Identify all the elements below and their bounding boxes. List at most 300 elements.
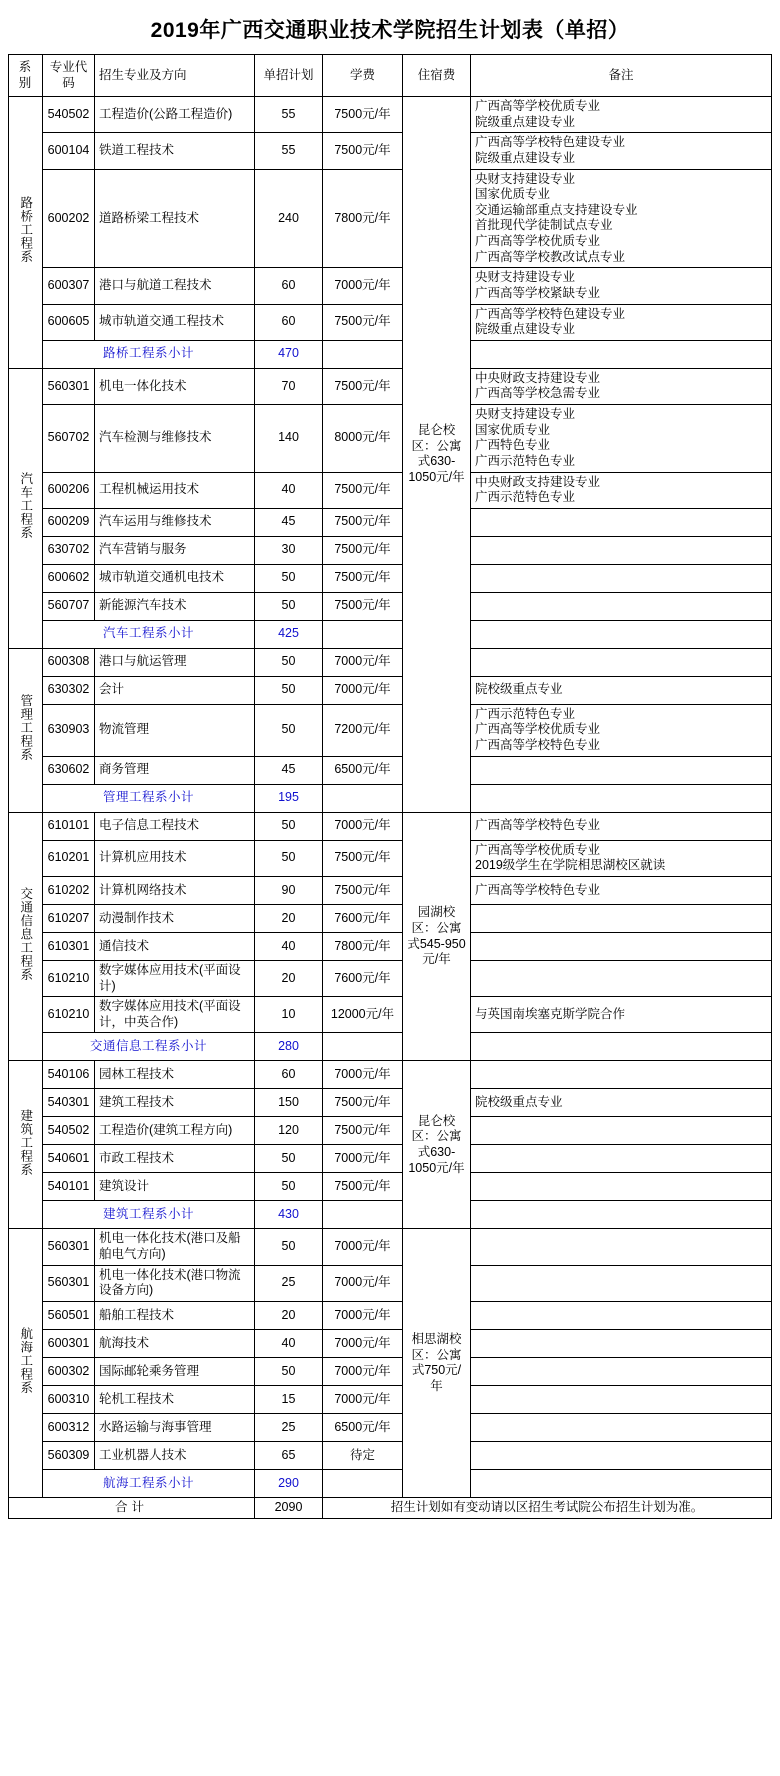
major-name-cell: 国际邮轮乘务管理 <box>95 1357 255 1385</box>
major-code-cell: 600602 <box>43 564 95 592</box>
note-line: 院校级重点专业 <box>475 682 563 697</box>
note-cell <box>471 508 772 536</box>
table-row <box>9 536 772 564</box>
note-line: 广西示范特色专业 <box>475 453 576 468</box>
subtotal-value: 470 <box>255 340 323 368</box>
quota-cell: 240 <box>255 169 323 268</box>
note-cell <box>471 1229 772 1265</box>
note-line: 院级重点建设专业 <box>475 322 576 337</box>
major-code-cell: 610301 <box>43 932 95 960</box>
quota-cell: 25 <box>255 1265 323 1301</box>
subtotal-row <box>9 1469 772 1497</box>
major-code-cell: 540502 <box>43 97 95 133</box>
note-cell <box>471 1061 772 1089</box>
major-code-cell: 560707 <box>43 592 95 620</box>
quota-cell: 60 <box>255 268 323 304</box>
table-row <box>9 676 772 704</box>
tuition-cell: 待定 <box>323 1441 403 1469</box>
dept-name-cell <box>9 1061 43 1229</box>
tuition-cell: 7500元/年 <box>323 840 403 876</box>
note-line: 央财支持建设专业 <box>475 171 576 186</box>
table-row <box>9 1061 772 1089</box>
quota-cell: 50 <box>255 1145 323 1173</box>
major-name-cell: 数字媒体应用技术(平面设计) <box>95 960 255 996</box>
tuition-cell: 7500元/年 <box>323 304 403 340</box>
quota-cell: 40 <box>255 472 323 508</box>
note-line: 院校级重点专业 <box>475 1095 563 1110</box>
dept-name-label: 航海工程系 <box>18 1327 33 1395</box>
quota-cell: 20 <box>255 1301 323 1329</box>
major-code-cell: 630903 <box>43 704 95 756</box>
table-header <box>9 55 772 97</box>
subtotal-note-blank <box>471 620 772 648</box>
table-row <box>9 1385 772 1413</box>
major-code-cell: 560501 <box>43 1301 95 1329</box>
note-cell <box>471 648 772 676</box>
tuition-cell: 8000元/年 <box>323 405 403 473</box>
subtotal-tuition-blank <box>323 340 403 368</box>
table-row <box>9 904 772 932</box>
tuition-cell: 7500元/年 <box>323 876 403 904</box>
major-code-cell: 610207 <box>43 904 95 932</box>
quota-cell: 140 <box>255 405 323 473</box>
major-code-cell: 600310 <box>43 1385 95 1413</box>
major-code-cell: 600202 <box>43 169 95 268</box>
note-cell <box>471 133 772 169</box>
major-name-cell: 工程机械运用技术 <box>95 472 255 508</box>
table-row <box>9 1089 772 1117</box>
major-name-cell: 建筑工程技术 <box>95 1089 255 1117</box>
note-line: 广西高等学校特色建设专业 <box>475 306 626 321</box>
subtotal-label: 航海工程系小计 <box>43 1469 255 1497</box>
note-cell <box>471 1413 772 1441</box>
tuition-cell: 7000元/年 <box>323 1329 403 1357</box>
quota-cell: 40 <box>255 1329 323 1357</box>
table-row <box>9 648 772 676</box>
subtotal-label: 建筑工程系小计 <box>43 1201 255 1229</box>
quota-cell: 50 <box>255 648 323 676</box>
quota-cell: 45 <box>255 508 323 536</box>
table-row <box>9 812 772 840</box>
tuition-cell: 7000元/年 <box>323 812 403 840</box>
note-line: 广西高等学校急需专业 <box>475 386 601 401</box>
total-value: 2090 <box>255 1497 323 1518</box>
major-name-cell: 计算机网络技术 <box>95 876 255 904</box>
major-code-cell: 540301 <box>43 1089 95 1117</box>
note-cell <box>471 1441 772 1469</box>
note-cell <box>471 536 772 564</box>
dept-name-label: 建筑工程系 <box>18 1108 33 1177</box>
note-cell <box>471 1173 772 1201</box>
note-line: 2019级学生在学院相思湖校区就读 <box>475 858 666 873</box>
tuition-cell: 7500元/年 <box>323 133 403 169</box>
major-code-cell: 600605 <box>43 304 95 340</box>
major-name-cell: 道路桥梁工程技术 <box>95 169 255 268</box>
column-header-fee: 学费 <box>323 55 403 97</box>
table-row <box>9 472 772 508</box>
note-cell <box>471 704 772 756</box>
table-row <box>9 1413 772 1441</box>
major-name-cell: 港口与航道工程技术 <box>95 268 255 304</box>
major-name-cell: 园林工程技术 <box>95 1061 255 1089</box>
note-cell <box>471 812 772 840</box>
note-line: 广西特色专业 <box>475 438 551 453</box>
note-line: 与英国南埃塞克斯学院合作 <box>475 1006 626 1021</box>
major-code-cell: 630602 <box>43 756 95 784</box>
major-name-cell: 汽车营销与服务 <box>95 536 255 564</box>
note-cell <box>471 592 772 620</box>
major-name-cell: 工程造价(公路工程造价) <box>95 97 255 133</box>
quota-cell: 150 <box>255 1089 323 1117</box>
subtotal-label: 汽车工程系小计 <box>43 620 255 648</box>
note-line: 中央财政支持建设专业 <box>475 370 601 385</box>
subtotal-tuition-blank <box>323 1033 403 1061</box>
tuition-cell: 7000元/年 <box>323 1385 403 1413</box>
dept-name-cell <box>9 812 43 1061</box>
note-line: 央财支持建设专业 <box>475 270 576 285</box>
quota-cell: 50 <box>255 1229 323 1265</box>
subtotal-row <box>9 784 772 812</box>
dept-name-cell <box>9 648 43 812</box>
subtotal-value: 195 <box>255 784 323 812</box>
major-name-cell: 电子信息工程技术 <box>95 812 255 840</box>
major-name-cell: 港口与航运管理 <box>95 648 255 676</box>
column-header-quota: 单招计划 <box>255 55 323 97</box>
note-cell <box>471 405 772 473</box>
note-cell <box>471 1385 772 1413</box>
tuition-cell: 7600元/年 <box>323 960 403 996</box>
column-header-code: 专业代码 <box>43 55 95 97</box>
total-label: 合计 <box>9 1497 255 1518</box>
dept-name-cell <box>9 368 43 648</box>
tuition-cell: 7500元/年 <box>323 1089 403 1117</box>
dorm-fee-cell: 相思湖校区：公寓式750元/年 <box>403 1229 471 1498</box>
table-row <box>9 1301 772 1329</box>
major-code-cell: 600307 <box>43 268 95 304</box>
table-row <box>9 1173 772 1201</box>
quota-cell: 30 <box>255 536 323 564</box>
quota-cell: 50 <box>255 812 323 840</box>
note-line: 国家优质专业 <box>475 187 551 202</box>
note-cell <box>471 1329 772 1357</box>
subtotal-value: 425 <box>255 620 323 648</box>
major-name-cell: 水路运输与海事管理 <box>95 1413 255 1441</box>
note-line: 院级重点建设专业 <box>475 114 576 129</box>
note-line: 广西示范特色专业 <box>475 490 576 505</box>
note-line: 交通运输部重点支持建设专业 <box>475 202 638 217</box>
tuition-cell: 7000元/年 <box>323 1229 403 1265</box>
column-header-major: 招生专业及方向 <box>95 55 255 97</box>
subtotal-label: 路桥工程系小计 <box>43 340 255 368</box>
quota-cell: 50 <box>255 564 323 592</box>
note-cell <box>471 564 772 592</box>
quota-cell: 50 <box>255 1173 323 1201</box>
subtotal-tuition-blank <box>323 1469 403 1497</box>
note-cell <box>471 1117 772 1145</box>
note-line: 广西高等学校特色建设专业 <box>475 135 626 150</box>
table-row <box>9 840 772 876</box>
note-cell <box>471 840 772 876</box>
column-header-dept: 系别 <box>9 55 43 97</box>
quota-cell: 120 <box>255 1117 323 1145</box>
major-code-cell: 610202 <box>43 876 95 904</box>
tuition-cell: 7500元/年 <box>323 1173 403 1201</box>
major-code-cell: 600104 <box>43 133 95 169</box>
note-line: 首批现代学徒制试点专业 <box>475 218 613 233</box>
subtotal-value: 430 <box>255 1201 323 1229</box>
note-line: 广西高等学校优质专业 <box>475 99 601 113</box>
tuition-cell: 12000元/年 <box>323 997 403 1033</box>
major-name-cell: 机电一体化技术 <box>95 368 255 404</box>
note-cell <box>471 1301 772 1329</box>
note-line: 国家优质专业 <box>475 422 551 437</box>
major-name-cell: 建筑设计 <box>95 1173 255 1201</box>
major-name-cell: 汽车运用与维修技术 <box>95 508 255 536</box>
major-code-cell: 560702 <box>43 405 95 473</box>
tuition-cell: 7800元/年 <box>323 169 403 268</box>
quota-cell: 55 <box>255 97 323 133</box>
major-name-cell: 城市轨道交通工程技术 <box>95 304 255 340</box>
major-code-cell: 540106 <box>43 1061 95 1089</box>
tuition-cell: 7500元/年 <box>323 508 403 536</box>
tuition-cell: 7000元/年 <box>323 676 403 704</box>
major-code-cell: 610201 <box>43 840 95 876</box>
subtotal-tuition-blank <box>323 620 403 648</box>
quota-cell: 65 <box>255 1441 323 1469</box>
subtotal-row <box>9 1201 772 1229</box>
tuition-cell: 7000元/年 <box>323 1301 403 1329</box>
table-row <box>9 133 772 169</box>
major-name-cell: 新能源汽车技术 <box>95 592 255 620</box>
column-header-dorm: 住宿费 <box>403 55 471 97</box>
tuition-cell: 7500元/年 <box>323 472 403 508</box>
note-cell <box>471 904 772 932</box>
table-row <box>9 564 772 592</box>
major-name-cell: 航海技术 <box>95 1329 255 1357</box>
quota-cell: 50 <box>255 840 323 876</box>
note-cell <box>471 756 772 784</box>
note-line: 广西高等学校优质专业 <box>475 722 601 737</box>
dorm-fee-cell: 园湖校区：公寓式545-950元/年 <box>403 812 471 1061</box>
note-line: 广西高等学校优质专业 <box>475 234 601 248</box>
major-code-cell: 560301 <box>43 1229 95 1265</box>
table-row <box>9 997 772 1033</box>
major-name-cell: 会计 <box>95 676 255 704</box>
total-note: 招生计划如有变动请以区招生考试院公布招生计划为准。 <box>323 1497 772 1518</box>
dorm-fee-cell: 昆仑校区：公寓式630-1050元/年 <box>403 1061 471 1229</box>
quota-cell: 90 <box>255 876 323 904</box>
table-row <box>9 169 772 268</box>
subtotal-note-blank <box>471 1033 772 1061</box>
note-line: 央财支持建设专业 <box>475 407 576 421</box>
tuition-cell: 7500元/年 <box>323 1117 403 1145</box>
quota-cell: 10 <box>255 997 323 1033</box>
dept-name-label: 管理工程系 <box>18 694 33 762</box>
subtotal-value: 280 <box>255 1033 323 1061</box>
note-cell <box>471 472 772 508</box>
quota-cell: 50 <box>255 592 323 620</box>
major-name-cell: 物流管理 <box>95 704 255 756</box>
quota-cell: 25 <box>255 1413 323 1441</box>
note-line: 院级重点建设专业 <box>475 150 576 165</box>
major-code-cell: 560309 <box>43 1441 95 1469</box>
note-cell <box>471 304 772 340</box>
major-code-cell: 560301 <box>43 1265 95 1301</box>
note-cell <box>471 1089 772 1117</box>
quota-cell: 50 <box>255 676 323 704</box>
major-name-cell: 城市轨道交通机电技术 <box>95 564 255 592</box>
dept-name-label: 交通信息工程系 <box>18 886 33 982</box>
major-code-cell: 600312 <box>43 1413 95 1441</box>
tuition-cell: 6500元/年 <box>323 756 403 784</box>
major-name-cell: 机电一体化技术(港口物流设备方向) <box>95 1265 255 1301</box>
quota-cell: 20 <box>255 960 323 996</box>
major-name-cell: 计算机应用技术 <box>95 840 255 876</box>
note-cell <box>471 368 772 404</box>
tuition-cell: 7000元/年 <box>323 1265 403 1301</box>
quota-cell: 20 <box>255 904 323 932</box>
table-row <box>9 405 772 473</box>
table-row <box>9 1441 772 1469</box>
major-name-cell: 轮机工程技术 <box>95 1385 255 1413</box>
tuition-cell: 7600元/年 <box>323 904 403 932</box>
subtotal-note-blank <box>471 784 772 812</box>
table-row <box>9 932 772 960</box>
table-row <box>9 1329 772 1357</box>
subtotal-row <box>9 620 772 648</box>
quota-cell: 40 <box>255 932 323 960</box>
table-row <box>9 304 772 340</box>
major-code-cell: 630702 <box>43 536 95 564</box>
note-cell <box>471 997 772 1033</box>
dorm-fee-cell: 昆仑校区：公寓式630-1050元/年 <box>403 97 471 813</box>
tuition-cell: 7500元/年 <box>323 592 403 620</box>
table-row <box>9 1229 772 1265</box>
major-code-cell: 560301 <box>43 368 95 404</box>
tuition-cell: 7500元/年 <box>323 368 403 404</box>
tuition-cell: 7500元/年 <box>323 97 403 133</box>
note-line: 中央财政支持建设专业 <box>475 474 601 489</box>
major-name-cell: 机电一体化技术(港口及船舶电气方向) <box>95 1229 255 1265</box>
note-cell <box>471 1265 772 1301</box>
subtotal-note-blank <box>471 1469 772 1497</box>
admission-plan-table <box>8 54 772 1519</box>
major-name-cell: 铁道工程技术 <box>95 133 255 169</box>
major-code-cell: 610210 <box>43 960 95 996</box>
table-body <box>9 97 772 1519</box>
quota-cell: 70 <box>255 368 323 404</box>
major-name-cell: 动漫制作技术 <box>95 904 255 932</box>
quota-cell: 15 <box>255 1385 323 1413</box>
note-cell <box>471 960 772 996</box>
subtotal-value: 290 <box>255 1469 323 1497</box>
quota-cell: 50 <box>255 1357 323 1385</box>
subtotal-note-blank <box>471 340 772 368</box>
quota-cell: 55 <box>255 133 323 169</box>
major-code-cell: 540502 <box>43 1117 95 1145</box>
quota-cell: 60 <box>255 1061 323 1089</box>
total-row <box>9 1497 772 1518</box>
dept-name-label: 汽车工程系 <box>18 472 33 540</box>
table-row <box>9 704 772 756</box>
table-row <box>9 268 772 304</box>
major-name-cell: 工程造价(建筑工程方向) <box>95 1117 255 1145</box>
subtotal-note-blank <box>471 1201 772 1229</box>
table-row <box>9 1145 772 1173</box>
subtotal-tuition-blank <box>323 1201 403 1229</box>
table-row <box>9 368 772 404</box>
table-row <box>9 97 772 133</box>
major-code-cell: 630302 <box>43 676 95 704</box>
major-name-cell: 工业机器人技术 <box>95 1441 255 1469</box>
tuition-cell: 7000元/年 <box>323 1061 403 1089</box>
note-cell <box>471 932 772 960</box>
note-line: 广西高等学校特色专业 <box>475 818 601 833</box>
table-row <box>9 1265 772 1301</box>
tuition-cell: 7500元/年 <box>323 564 403 592</box>
page-title: 2019年广西交通职业技术学院招生计划表（单招） <box>150 19 630 42</box>
note-cell <box>471 97 772 133</box>
note-line: 广西高等学校紧缺专业 <box>475 285 601 300</box>
major-code-cell: 600301 <box>43 1329 95 1357</box>
major-code-cell: 600302 <box>43 1357 95 1385</box>
major-name-cell: 汽车检测与维修技术 <box>95 405 255 473</box>
dept-name-label: 路桥工程系 <box>18 196 33 264</box>
note-line: 广西高等学校特色专业 <box>475 738 601 752</box>
note-cell <box>471 268 772 304</box>
table-row <box>9 1357 772 1385</box>
tuition-cell: 7000元/年 <box>323 648 403 676</box>
quota-cell: 60 <box>255 304 323 340</box>
tuition-cell: 7000元/年 <box>323 268 403 304</box>
note-line: 广西高等学校优质专业 <box>475 842 601 857</box>
dept-name-cell <box>9 1229 43 1498</box>
note-line: 广西高等学校特色专业 <box>475 882 601 897</box>
note-cell <box>471 876 772 904</box>
major-code-cell: 600308 <box>43 648 95 676</box>
note-line: 广西高等学校教改试点专业 <box>475 249 626 264</box>
major-code-cell: 600206 <box>43 472 95 508</box>
major-code-cell: 610101 <box>43 812 95 840</box>
tuition-cell: 7800元/年 <box>323 932 403 960</box>
column-header-note: 备注 <box>471 55 772 97</box>
major-name-cell: 数字媒体应用技术(平面设计，中英合作) <box>95 997 255 1033</box>
table-row <box>9 592 772 620</box>
major-name-cell: 商务管理 <box>95 756 255 784</box>
dept-name-cell <box>9 97 43 369</box>
major-name-cell: 通信技术 <box>95 932 255 960</box>
tuition-cell: 7200元/年 <box>323 704 403 756</box>
table-row <box>9 756 772 784</box>
note-cell <box>471 1145 772 1173</box>
note-cell <box>471 676 772 704</box>
major-code-cell: 600209 <box>43 508 95 536</box>
table-row <box>9 876 772 904</box>
tuition-cell: 6500元/年 <box>323 1413 403 1441</box>
subtotal-label: 交通信息工程系小计 <box>43 1033 255 1061</box>
tuition-cell: 7000元/年 <box>323 1357 403 1385</box>
table-row <box>9 960 772 996</box>
note-cell <box>471 1357 772 1385</box>
note-cell <box>471 169 772 268</box>
major-name-cell: 市政工程技术 <box>95 1145 255 1173</box>
table-row <box>9 1117 772 1145</box>
note-line: 广西示范特色专业 <box>475 706 576 721</box>
tuition-cell: 7500元/年 <box>323 536 403 564</box>
major-code-cell: 540101 <box>43 1173 95 1201</box>
major-code-cell: 540601 <box>43 1145 95 1173</box>
major-name-cell: 船舶工程技术 <box>95 1301 255 1329</box>
